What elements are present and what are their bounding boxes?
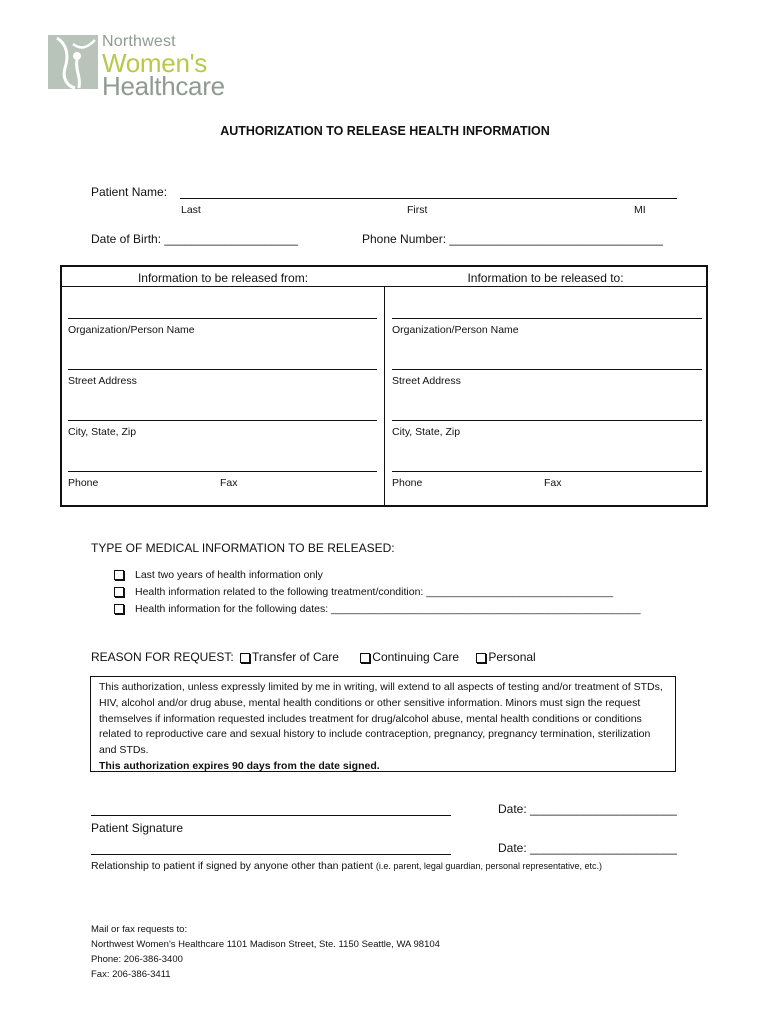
authorization-notice <box>90 676 676 772</box>
reason-continuing-care[interactable]: Continuing Care <box>372 650 460 664</box>
logo <box>102 34 225 99</box>
checkbox-icon[interactable] <box>114 604 124 614</box>
patient-name-field[interactable] <box>180 198 677 199</box>
from-fax-caption: Fax <box>220 477 238 489</box>
last-name-caption: Last <box>181 204 201 216</box>
from-phone-caption: Phone <box>68 477 99 489</box>
notice-expiry: This authorization expires 90 days from the date signed. <box>99 759 380 772</box>
mail-info <box>91 922 440 982</box>
mail-fax: Fax: 206-386-3411 <box>91 969 171 980</box>
patient-signature-field[interactable] <box>91 815 451 816</box>
mail-phone: Phone: 206-386-3400 <box>91 954 183 965</box>
to-org-caption: Organization/Person Name <box>392 324 519 336</box>
released-from-header: Information to be released from: <box>137 271 309 285</box>
to-street-caption: Street Address <box>392 375 461 387</box>
to-street-field[interactable] <box>392 369 702 370</box>
medical-option-1-label: Last two years of health information only <box>135 569 323 581</box>
representative-date-field[interactable]: Date: ______________________ <box>498 841 677 855</box>
representative-signature-field[interactable] <box>91 854 451 855</box>
logo-northwest: Northwest <box>102 33 176 50</box>
mail-line-1: Mail or fax requests to: <box>91 924 188 935</box>
from-org-caption: Organization/Person Name <box>68 324 195 336</box>
released-to-header: Information to be released to: <box>467 271 624 285</box>
mail-address: Northwest Women's Healthcare 1101 Madison Street, Ste. 1150 Seattle, WA 98104 <box>91 939 440 950</box>
checkbox-icon[interactable] <box>476 653 486 663</box>
phone-number-field[interactable]: Phone Number: ________________________________ <box>362 232 663 246</box>
checkbox-icon[interactable] <box>240 653 250 663</box>
dob-field[interactable]: Date of Birth: ____________________ <box>91 232 298 246</box>
reason-transfer-of-care[interactable]: Transfer of Care <box>252 650 339 664</box>
logo-womens: Women's <box>102 48 207 78</box>
form-title: AUTHORIZATION TO RELEASE HEALTH INFORMATION <box>220 124 550 138</box>
to-phone-caption: Phone <box>392 477 423 489</box>
table-column-divider <box>384 287 385 505</box>
checkbox-icon[interactable] <box>114 587 124 597</box>
from-street-field[interactable] <box>68 369 377 370</box>
reason-row <box>91 650 536 664</box>
from-street-caption: Street Address <box>68 375 137 387</box>
to-org-field[interactable] <box>392 318 702 319</box>
medical-option-3[interactable] <box>114 603 641 615</box>
to-city-field[interactable] <box>392 420 702 421</box>
to-phone-fax-field[interactable] <box>392 471 702 472</box>
patient-date-field[interactable]: Date: ______________________ <box>498 802 677 816</box>
notice-text: This authorization, unless expressly limited by me in writing, will extend to all aspects of testing and/or treatment of STDs, HIV, alcohol and/or drug abuse, mental health conditions or other sensitive information. Minors must sign the request themselves if information requested includes treatment for drug/alcohol abuse, mental health conditions or conditions related to reproductive care and sexual history to include contraception, pregnancy, pregnancy termination, sterilization and STDs. <box>99 681 663 757</box>
reason-label: REASON FOR REQUEST: <box>91 650 234 664</box>
middle-initial-caption: MI <box>634 204 646 216</box>
medical-option-1[interactable] <box>114 569 323 581</box>
checkbox-icon[interactable] <box>360 653 370 663</box>
medical-option-2[interactable] <box>114 586 613 598</box>
checkbox-icon[interactable] <box>114 570 124 580</box>
patient-name-label: Patient Name: <box>91 185 168 199</box>
first-name-caption: First <box>407 204 428 216</box>
relationship-text: Relationship to patient if signed by anyone other than patient <box>91 860 373 872</box>
relationship-note: (i.e. parent, legal guardian, personal representative, etc.) <box>375 861 603 871</box>
from-org-field[interactable] <box>68 318 377 319</box>
medical-option-2-label: Health information related to the following treatment/condition: ________________________________ <box>135 586 614 598</box>
logo-healthcare: Healthcare <box>102 71 225 101</box>
logo-figure-icon <box>47 34 99 90</box>
patient-signature-caption: Patient Signature <box>91 821 184 835</box>
medical-info-heading: TYPE OF MEDICAL INFORMATION TO BE RELEASED: <box>91 541 395 555</box>
from-city-caption: City, State, Zip <box>68 426 137 438</box>
relationship-caption <box>91 860 602 872</box>
reason-personal[interactable]: Personal <box>488 650 536 664</box>
to-city-caption: City, State, Zip <box>392 426 461 438</box>
from-city-field[interactable] <box>68 420 377 421</box>
medical-option-3-label: Health information for the following dates: _____________________________________________________ <box>135 603 641 615</box>
from-phone-fax-field[interactable] <box>68 471 377 472</box>
to-fax-caption: Fax <box>544 477 562 489</box>
